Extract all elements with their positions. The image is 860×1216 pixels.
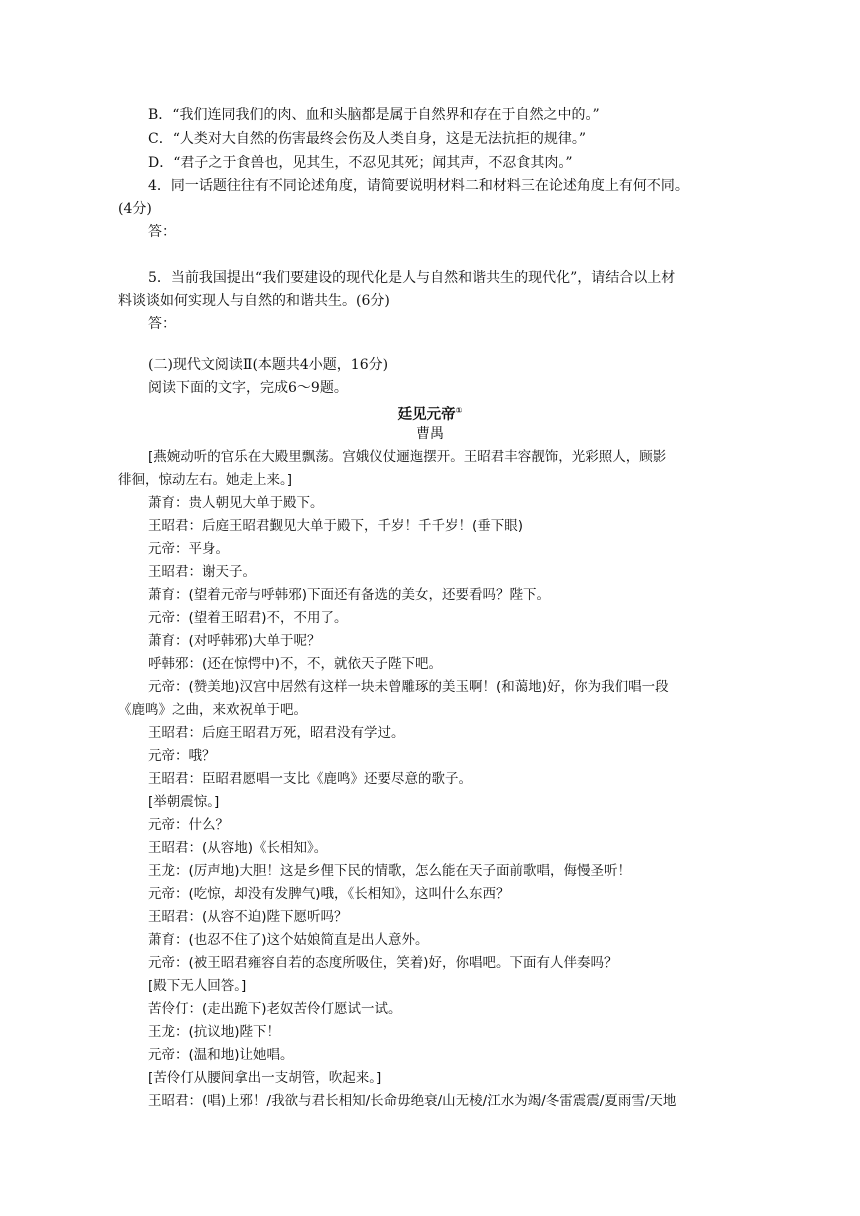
question-4-score: (4分) — [118, 201, 152, 217]
reading-instruction: 阅读下面的文字，完成6～9题。 — [148, 380, 348, 396]
script-line: 王龙：(厉声地)大胆！这是乡俚下民的情歌，怎么能在天子面前歌唱，侮慢圣听！ — [148, 863, 632, 879]
script-line: 萧育：(也忍不住了)这个姑娘简直是出人意外。 — [148, 932, 429, 948]
script-line: 元帝：(被王昭君雍容自若的态度所吸住，笑着)好，你唱吧。下面有人伴奏吗？ — [148, 955, 618, 971]
script-line: [苦伶仃从腰间拿出一支胡管，吹起来。] — [148, 1070, 382, 1086]
script-line: 苦伶仃：(走出跪下)老奴苦伶仃愿试一试。 — [148, 1001, 402, 1017]
question-5-answer-label: 答： — [148, 316, 176, 332]
script-line: 元帝：(望着王昭君)不，不用了。 — [148, 610, 348, 626]
script-line: [殿下无人回答。] — [148, 978, 247, 994]
script-line: 萧育：(望着元帝与呼韩邪)下面还有备选的美女，还要看吗？陛下。 — [148, 587, 551, 603]
script-line: 王昭君：谢天子。 — [148, 564, 256, 580]
script-line: [燕婉动听的官乐在大殿里飘荡。宫娥仪仗逦迤摆开。王昭君丰容靓饰，光彩照人，顾影 — [148, 449, 667, 465]
script-line: 《鹿鸣》之曲，来欢祝单于吧。 — [118, 702, 307, 718]
question-5: 5．当前我国提出“我们要建设的现代化是人与自然和谐共生的现代化”，请结合以上材 — [148, 270, 676, 286]
script-line: 徘徊，惊动左右。她走上来。] — [118, 472, 293, 488]
script-line: 元帝：哦？ — [148, 748, 216, 764]
question-4-answer-label: 答： — [148, 224, 176, 240]
script-line: 王昭君：(从容地)《长相知》。 — [148, 840, 328, 856]
script-line: 王昭君：后庭王昭君觐见大单于殿下，千岁！千千岁！(垂下眼) — [148, 518, 524, 534]
script-line: 元帝：(赞美地)汉宫中居然有这样一块未曾雕琢的美玉啊！(和蔼地)好，你为我们唱一段 — [148, 679, 669, 695]
passage-author: 曹禺 — [416, 426, 444, 442]
script-line: 萧育：(对呼韩邪)大单于呢？ — [148, 633, 321, 649]
script-line: 王昭君：后庭王昭君万死，昭君没有学过。 — [148, 725, 405, 741]
script-line: 王昭君：(唱)上邪！/我欲与君长相知/长命毋绝衰/山无棱/江水为竭/冬雷震震/夏雨雪/天地 — [148, 1093, 677, 1109]
script-line: 萧育：贵人朝见大单于殿下。 — [148, 495, 324, 511]
script-line: 元帝：平身。 — [148, 541, 229, 557]
question-5-continued: 料谈谈如何实现人与自然的和谐共生。(6分) — [118, 293, 390, 309]
script-line: 元帝：什么？ — [148, 817, 229, 833]
script-line: 呼韩邪：(还在惊愕中)不，不，就依天子陛下吧。 — [148, 656, 443, 672]
script-line: 王昭君：臣昭君愿唱一支比《鹿鸣》还要尽意的歌子。 — [148, 771, 472, 787]
option-c: C．“人类对大自然的伤害最终会伤及人类自身，这是无法抗拒的规律。” — [148, 131, 587, 147]
question-4: 4．同一话题往往有不同论述角度，请简要说明材料二和材料三在论述角度上有何不同。 — [148, 178, 689, 194]
option-d: D．“君子之于食兽也，见其生，不忍见其死；闻其声，不忍食其肉。” — [148, 155, 573, 171]
section-heading: (二)现代文阅读Ⅱ(本题共4小题，16分) — [148, 357, 389, 373]
script-line: 元帝：(温和地)让她唱。 — [148, 1047, 294, 1063]
footnote-mark: ① — [455, 406, 463, 415]
script-line: [举朝震惊。] — [148, 794, 220, 810]
option-b: B．“我们连同我们的肉、血和头脑都是属于自然界和存在于自然之中的。” — [148, 107, 600, 123]
passage-title-text: 廷见元帝 — [397, 406, 456, 423]
script-line: 王昭君：(从容不迫)陛下愿听吗？ — [148, 909, 348, 925]
script-line: 元帝：(吃惊，却没有发脾气)哦，《长相知》，这叫什么东西？ — [148, 886, 510, 902]
passage-title — [0, 401, 860, 425]
script-line: 王龙：(抗议地)陛下！ — [148, 1024, 281, 1040]
